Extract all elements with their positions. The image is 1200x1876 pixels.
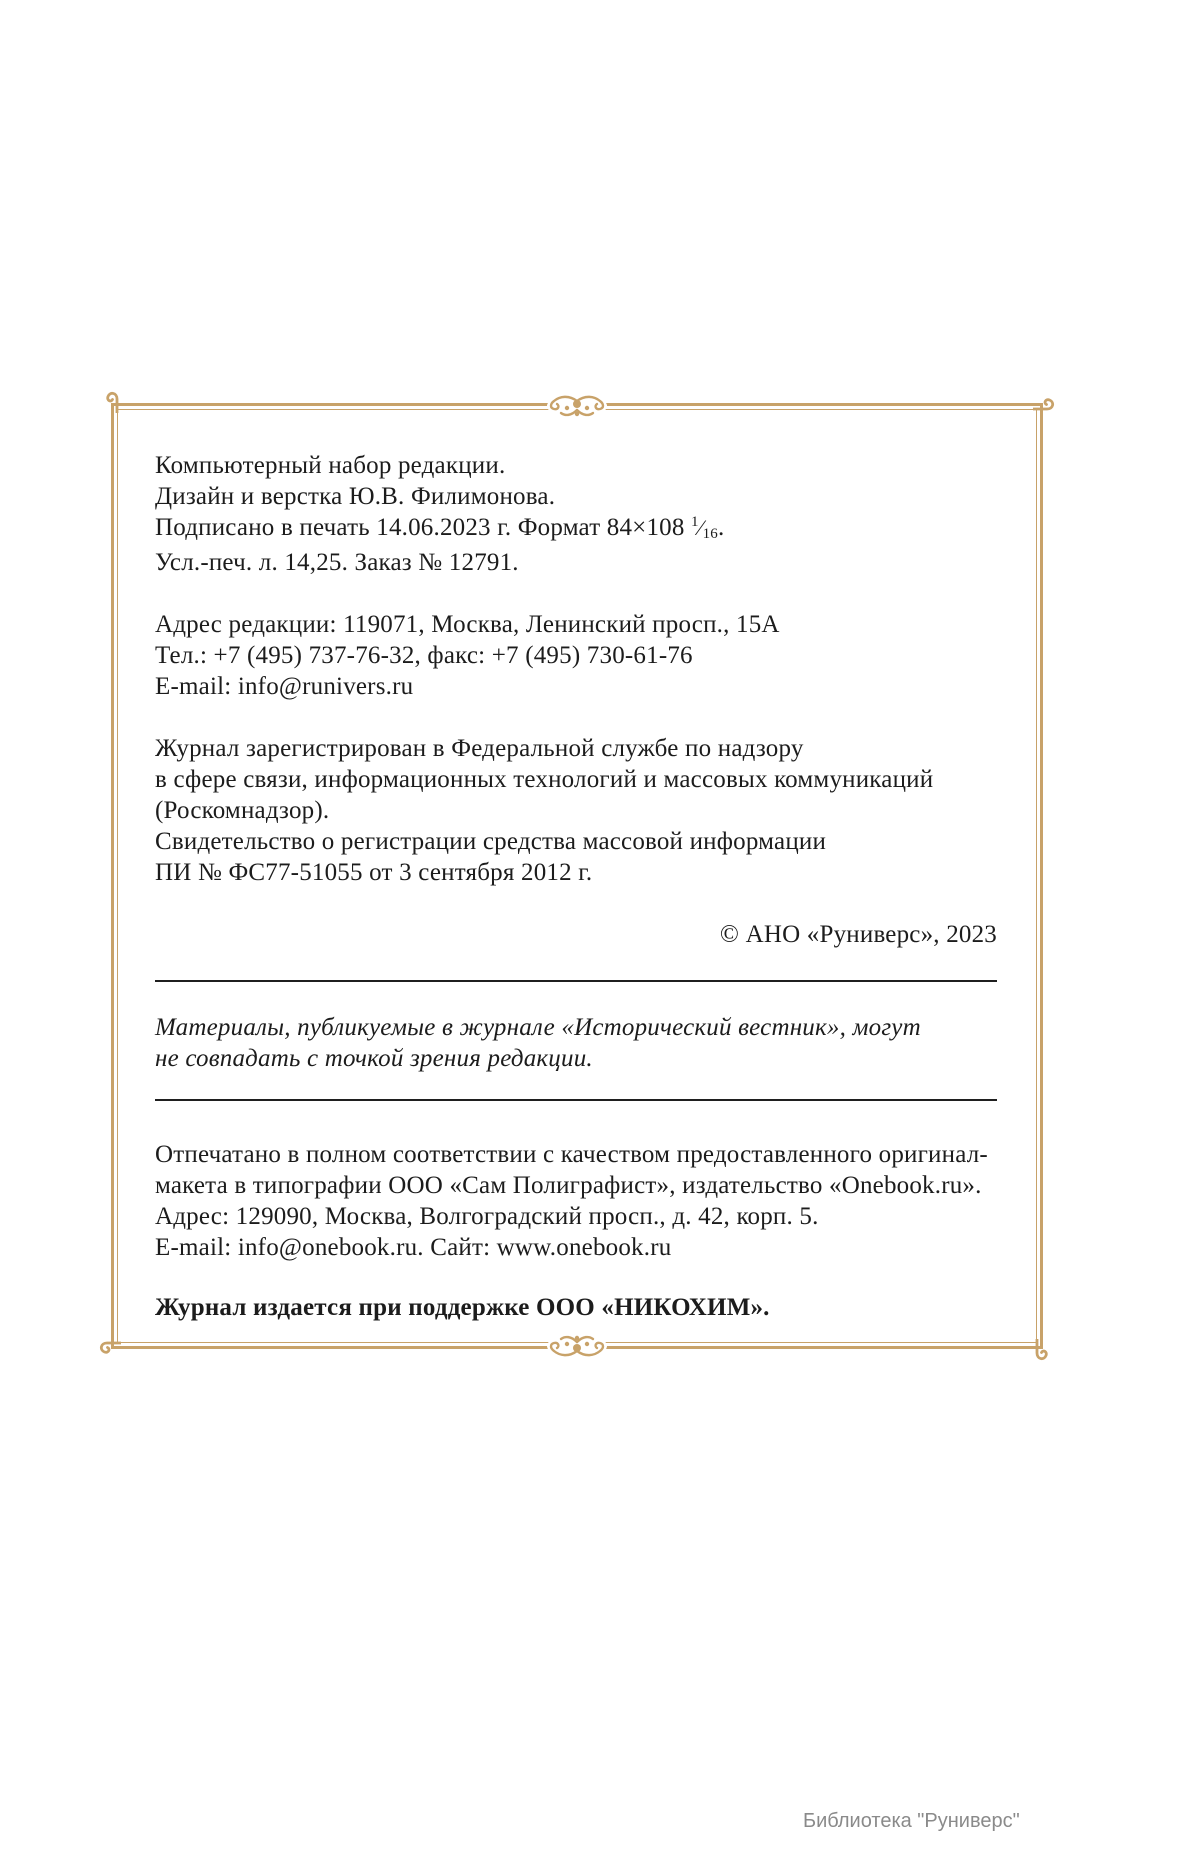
printing-email-line: E-mail: info@onebook.ru. Сайт: www.onebook.ru (155, 1234, 672, 1261)
address-block (155, 609, 997, 702)
disclaimer-block (155, 1012, 997, 1074)
registration-line: Журнал зарегистрирован в Федеральной службе по надзору (155, 735, 804, 762)
registration-line: (Роскомнадзор). (155, 797, 330, 824)
fraction-denominator: 16 (702, 526, 719, 542)
registration-block (155, 733, 997, 888)
disclaimer-line: Материалы, публикуемые в журнале «Исторический вестник», могут (155, 1014, 921, 1041)
address-line: Тел.: +7 (495) 737-76-32, факс: +7 (495) 730-61-76 (155, 642, 693, 669)
copyright-line: © АНО «Руниверс», 2023 (719, 921, 997, 948)
support-line: Журнал издается при поддержке ООО «НИКОХИМ». (155, 1294, 770, 1321)
printing-line: Отпечатано в полном соответствии с качеством предоставленного оригинал- (155, 1141, 988, 1168)
registration-line: ПИ № ФС77-51055 от 3 сентября 2012 г. (155, 859, 593, 886)
fraction-numerator: 1 (691, 514, 699, 530)
production-line: Дизайн и верстка Ю.В. Филимонова. (155, 483, 556, 510)
production-block (155, 450, 997, 578)
production-format-line (155, 512, 997, 547)
printing-line: макета в типографии ООО «Сам Полиграфист», издательство «Onebook.ru». (155, 1172, 982, 1199)
disclaimer-line: не совпадать с точкой зрения редакции. (155, 1045, 593, 1072)
library-watermark: Библиотека "Руниверс" (803, 1810, 1020, 1832)
divider-top (155, 980, 997, 982)
format-prefix: Подписано в печать 14.06.2023 г. Формат 84×108 (155, 514, 692, 541)
production-line: Компьютерный набор редакции. (155, 452, 506, 479)
address-email-line: E-mail: info@runivers.ru (155, 673, 414, 700)
production-line: Усл.-печ. л. 14,25. Заказ № 12791. (155, 549, 519, 576)
colophon-content (114, 406, 1040, 1346)
registration-line: Свидетельство о регистрации средства массовой информации (155, 828, 827, 855)
address-line: Адрес редакции: 119071, Москва, Ленинский просп., 15А (155, 611, 780, 638)
printing-block (155, 1139, 997, 1263)
registration-line: в сфере связи, информационных технологий и массовых коммуникаций (155, 766, 934, 793)
fraction-slash: ⁄ (698, 515, 703, 540)
divider-bottom (155, 1099, 997, 1101)
printing-line: Адрес: 129090, Москва, Волгоградский просп., д. 42, корп. 5. (155, 1203, 819, 1230)
colophon-frame (111, 403, 1043, 1349)
format-suffix: . (718, 514, 725, 541)
